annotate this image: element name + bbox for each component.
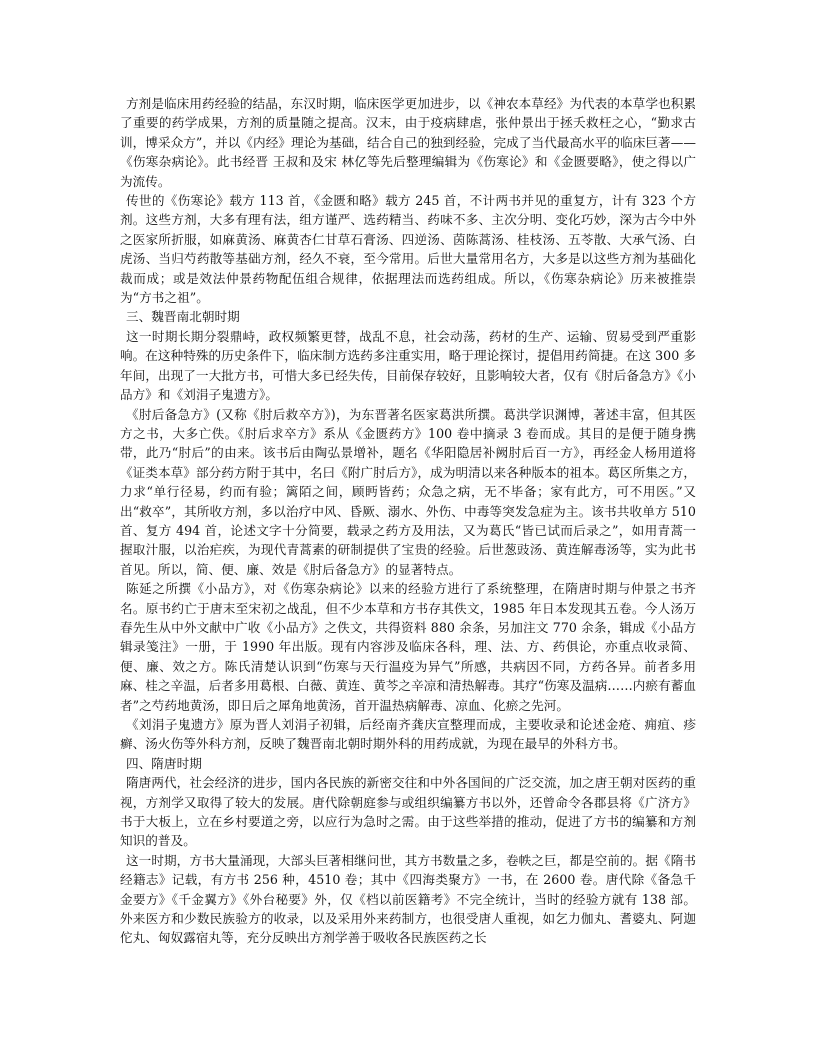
section-heading-wei-jin: 三、魏晋南北朝时期 — [126, 309, 240, 325]
para-liujuanzi: 《刘涓子鬼遗方》原为晋人刘涓子初辑，后经南齐龚庆宣整理而成，主要收录和论述金疮、痈疽、疹癣、汤火伤等外科方剂，反映了魏晋南北朝时期外科的用药成就，为现在最早的外科方书。 — [120, 717, 696, 752]
para-sui-tang-overview: 隋唐两代，社会经济的进步，国内各民族的新密交往和中外各国间的广泛交流，加之唐王朝对医药的重视，方剂学又取得了较大的发展。唐代除朝庭参与或组织编纂方书以外，还曾命令各郡县将《广济方》书于大板上，立在乡村要道之旁，以应行为急时之需。由于这些举措的推动，促进了方书的编纂和方剂知识的普及。 — [120, 775, 696, 849]
para-fangji-jiejing: 方剂是临床用药经验的结晶，东汉时期，临床医学更加进步，以《神农本草经》为代表的本草学也积累了重要的药学成果，方剂的质量随之提高。汉末，由于疫病肆虐，张仲景出于拯夭救枉之心，“勤求古训，博采众方”，并以《内经》理论为基础，结合自己的独到经验，完成了当代最高水平的临床巨著——《伤寒杂病论》。此书经晋 王叔和及宋 林亿等先后整理编辑为《伤寒论》和《金匮要略》，使之得以广为流传。 — [120, 96, 696, 189]
para-zhouhou-beijifang: 《肘后备急方》(又称《肘后救卒方》)，为东晋著名医家葛洪所撰。葛洪学识渊博，著述丰富，但其医方之书，大多亡佚。《肘后求卒方》系从《金匮药方》100 卷中摘录 3 卷而成。其目的是便于随身携带，此乃“肘后”的由来。该书后由陶弘景增补，题名《华阳隐居补阙肘后百一方》，再经金人杨用道将《证类本草》部分药方附于其中，名曰《附广肘后方》，成为明清以来各种版本的祖本。葛区所集之方，力求“单行径易，约而有验；篱陌之间，顾眄皆药；众急之病，无不毕备；家有此方，可不用医。”又出“救卒”，其所收方剂，多以治疗中风、昏厥、溺水、外伤、中毒等突发急症为主。该书共收单方 510 首、复方 494 首，论述文字十分简要，载录之药方及用法，又为葛氏“皆已试而后录之”，如用青蒿一握取汁服，以治疟疾，为现代青蒿素的研制提供了宝贵的经验。后世葱豉汤、黄连解毒汤等，实为此书首见。所以，简、便、廉、效是《肘后备急方》的显著特点。 — [120, 406, 696, 577]
document-page — [120, 94, 696, 948]
section-heading-sui-tang: 四、隋唐时期 — [126, 755, 202, 771]
para-sui-tang-fangshu: 这一时期，方书大量涌现，大部头巨著相继问世，其方书数量之多，卷帙之巨，都是空前的。据《隋书 经籍志》记载，有方书 256 种，4510 卷；其中《四海类聚方》一书，在 2600 卷。唐代除《备急千金要方》《千金翼方》《外台秘要》外，仅《档以前医籍考》不完全统计，当时的经验方就有 138 部。外来医方和少数民族验方的收录，以及采用外来药制方，也很受唐人重视，如乞力伽丸、耆婆丸、阿迦佗丸、匈奴露宿丸等，充分反映出方剂学善于吸收各民族医药之长 — [120, 852, 696, 946]
para-xiaopinfang: 陈延之所撰《小品方》，对《伤寒杂病论》以来的经验方进行了系统整理，在隋唐时期与仲景之书齐名。原书约亡于唐末至宋初之战乱，但不少本草和方书存其佚文，1985 年日本发现其五卷。今人汤万春先生从中外文献中广收《小品方》之佚文，共得资料 880 余条，另加注文 770 余条，辑成《小品方辑录笺注》一册，于 1990 年出版。现有内容涉及临床各科，理、法、方、药俱论，亦重点收录简、便、廉、效之方。陈氏清楚认识到“伤寒与天行温疫为异气”所感，共病因不同，方药各异。前者多用麻、桂之辛温，后者多用葛根、白薇、黄连、黄芩之辛凉和清热解毒。其疗“伤寒及温病……内瘀有蓄血者”之芍药地黄汤，即日后之犀角地黄汤，首开温热病解毒、凉血、化瘀之先河。 — [120, 581, 696, 713]
para-wei-jin-overview: 这一时期长期分裂鼎峙，政权频繁更替，战乱不息，社会动荡，药材的生产、运输、贸易受到严重影响。在这种特殊的历史条件下，临床制方选药多注重实用，略于理论探讨，提倡用药简捷。在这 300 多年间，出现了一大批方书，可惜大多已经失传，目前保存较好，且影响较大者，仅有《肘后备急方》《小品方》和《刘涓子鬼遗方》。 — [120, 328, 696, 403]
para-shanghan-fangji: 传世的《伤寒论》载方 113 首，《金匮和略》载方 245 首，不计两书并见的重复方，计有 323 个方剂。这些方剂，大多有理有法，组方谨严、选药精当、药味不多、主次分明、变化巧妙，深为古今中外之医家所折服，如麻黄汤、麻黄杏仁甘草石膏汤、四逆汤、茵陈蒿汤、桂枝汤、五苓散、大承气汤、白虎汤、当归芍药散等基础方剂，经久不衰，至今常用。后世大量常用名方，大多是以这些方剂为基础化裁而成；或是效法仲景药物配伍组合规律，依据理法而选药组成。所以，《伤寒杂病论》历来被推崇为“方书之祖”。 — [120, 193, 696, 306]
